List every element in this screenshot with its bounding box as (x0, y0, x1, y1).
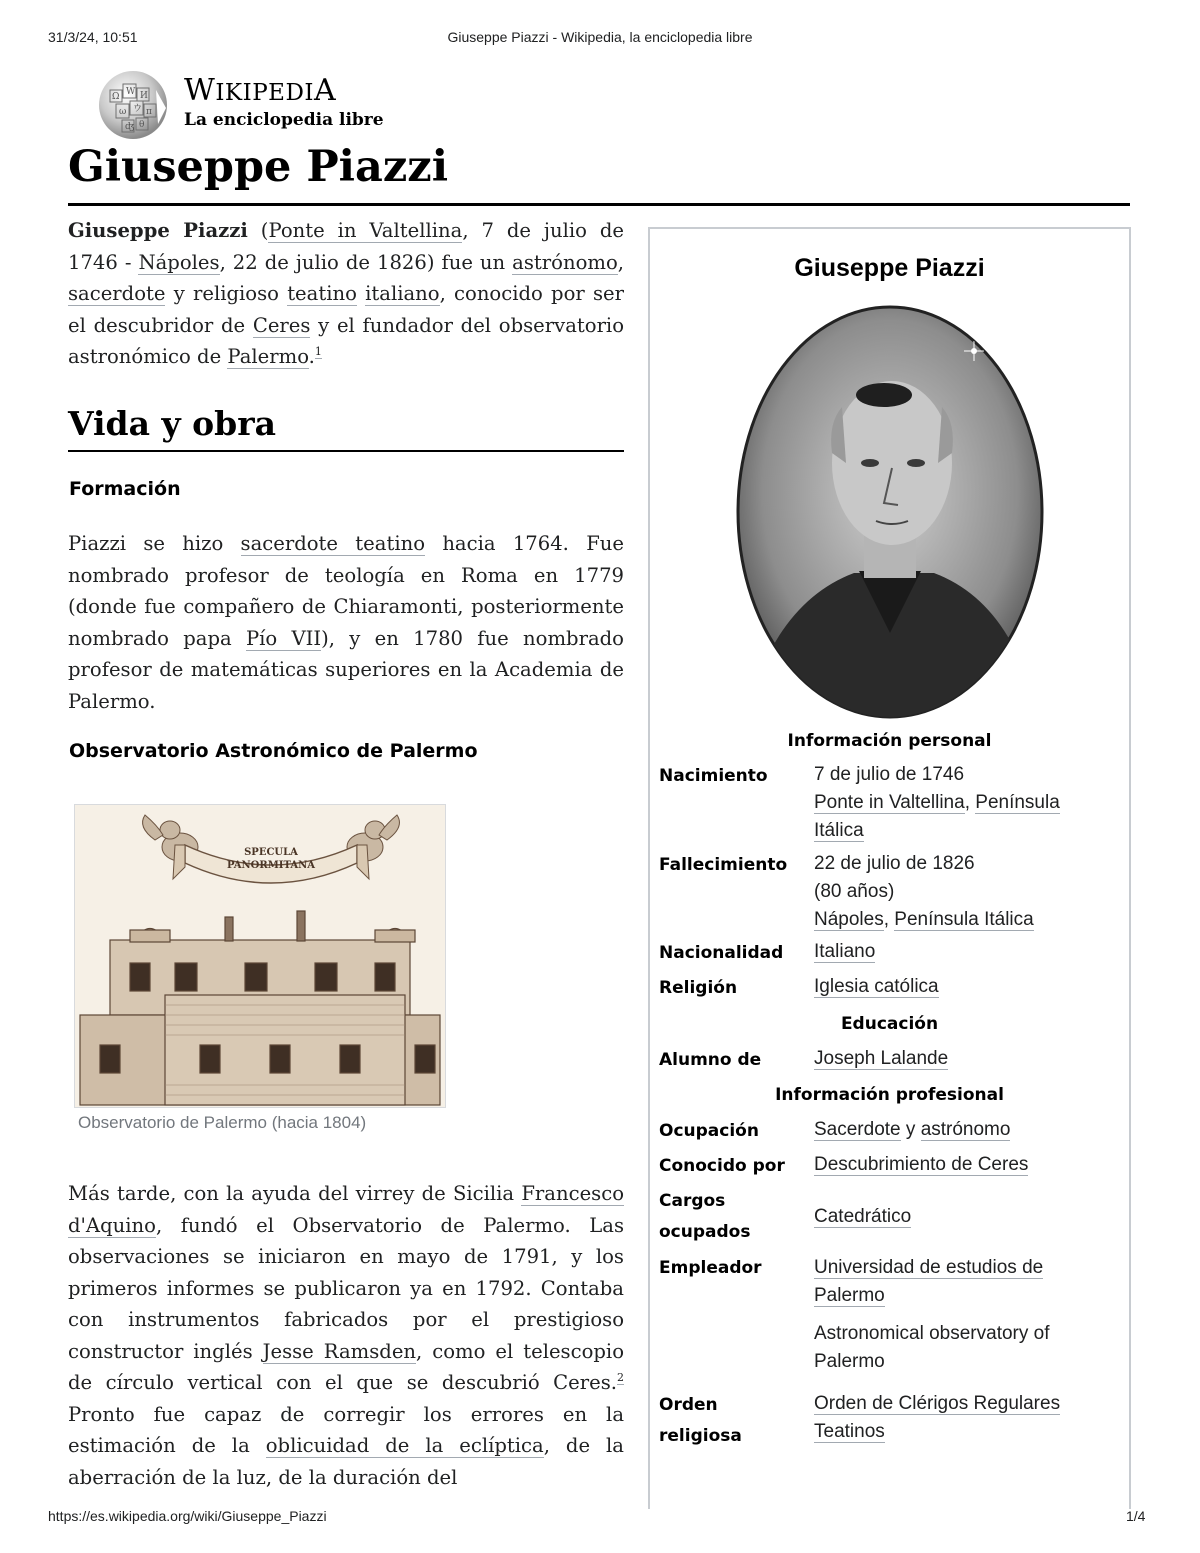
observatory-engraving (75, 805, 445, 1107)
subheading-observatorio: Observatorio Astronómico de Palermo (69, 740, 478, 762)
link-palermo[interactable]: Palermo (227, 345, 309, 368)
link-sacerdote[interactable]: sacerdote (68, 282, 166, 305)
formacion-section (68, 528, 624, 717)
wikipedia-wordmark[interactable]: WIKIPEDIA (184, 73, 337, 108)
link-teatino[interactable]: teatino (287, 282, 357, 305)
figure-caption: Observatorio de Palermo (hacia 1804) (78, 1113, 367, 1132)
subheading-formacion: Formación (69, 478, 181, 500)
link-death-region[interactable]: Península Itálica (894, 909, 1034, 930)
label-nacionalidad: Nacionalidad (659, 943, 784, 963)
label-religion: Religión (659, 978, 738, 998)
svg-text:θ: θ (139, 120, 145, 130)
wikipedia-globe-logo[interactable] (96, 68, 170, 142)
formacion-paragraph: Piazzi se hizo sacerdote teatino hacia 1764. Fue nombrado profesor de teología en Roma en 1779 (donde fue compañero de Chiaramonti, posteriormente nombrado papa Pío VII), y en 1780 fue nombrado profesor de matemáticas superiores en la Academia de Palermo. (68, 532, 625, 713)
value-empleador (814, 1254, 1104, 1310)
link-astronomo[interactable]: astrónomo (512, 250, 618, 274)
link-italiano[interactable]: italiano (365, 282, 440, 305)
page-title: Giuseppe Piazzi (68, 142, 449, 192)
observatorio-paragraph: Más tarde, con la ayuda del virrey de Sicilia Francesco d'Aquino, fundó el Observatorio de Palermo. Las observaciones se iniciaron en mayo de 1791, y los primeros informes se publicaron ya en 1792. Contaba con instrumentos fabricados por el prestigioso constructor inglés Jesse Ramsden, como el telescopio de círculo vertical con el que se descubrió Ceres.$^2$ Pronto fue capaz de corregir los errores en la estimación de la oblicuidad de la eclíptica, de la aberración de la luz, de la duración del (68, 1182, 624, 1489)
observatorio-section (68, 1178, 624, 1493)
banner-text-1: SPECULA (244, 847, 298, 858)
svg-text:ʤ: ʤ (125, 122, 135, 132)
section-divider (68, 450, 624, 452)
link-ceres[interactable]: Ceres (252, 313, 311, 337)
label-ocupacion: Ocupación (659, 1121, 759, 1141)
link-astronomo-occupation[interactable]: astrónomo (920, 1119, 1011, 1140)
link-orden-clerigos[interactable]: Orden de Clérigos Regulares (814, 1393, 1061, 1414)
subject-name: Giuseppe Piazzi (68, 219, 248, 242)
infobox-title: Giuseppe Piazzi (794, 254, 985, 282)
intro-section (68, 215, 624, 373)
birth-date: 7 de julio de 1746 (814, 764, 965, 785)
wikipedia-tagline: La enciclopedia libre (184, 110, 384, 130)
svg-text:Ω: Ω (112, 92, 120, 102)
print-datetime: 31/3/24, 10:51 (48, 29, 138, 45)
label-conocido-por: Conocido por (659, 1156, 785, 1176)
label-empleador: Empleador (659, 1258, 762, 1278)
value-orden-religiosa (814, 1390, 1104, 1446)
label-alumno-de: Alumno de (659, 1050, 762, 1070)
value-empleador-2: Astronomical observatory of Palermo (814, 1323, 1050, 1372)
observatory-image[interactable] (74, 804, 446, 1108)
known-for-text: Descubrimiento de (814, 1154, 978, 1175)
reference-2[interactable]: 2 (617, 1371, 624, 1385)
link-sacerdote-occupation[interactable]: Sacerdote (814, 1119, 901, 1140)
svg-text:И: И (140, 91, 148, 101)
link-universidad-palermo-2[interactable]: Palermo (814, 1285, 885, 1306)
link-napoles[interactable]: Nápoles (138, 250, 220, 274)
link-death-place[interactable]: Nápoles (814, 909, 884, 930)
banner-text-2: PANORMITANA (226, 860, 316, 871)
link-universidad-palermo[interactable]: Universidad de estudios de (814, 1257, 1044, 1278)
link-catedratico[interactable]: Catedrático (814, 1206, 912, 1227)
label-fallecimiento: Fallecimiento (659, 855, 788, 875)
link-sacerdote-teatino[interactable]: sacerdote teatino (240, 532, 426, 555)
death-date: 22 de julio de 1826 (814, 853, 975, 874)
print-page-title: Giuseppe Piazzi - Wikipedia, la enciclopedia libre (447, 29, 753, 45)
portrait-image[interactable] (734, 303, 1046, 721)
svg-text:W: W (126, 87, 136, 97)
death-age: (80 años) (814, 881, 895, 902)
link-birth-region[interactable]: Península Itálica (814, 792, 1060, 841)
link-ponte-in-valtellina[interactable]: Ponte in Valtellina (268, 219, 463, 242)
link-oblicuidad-ecliptica[interactable]: oblicuidad de la eclíptica (265, 1434, 544, 1457)
svg-text:ω: ω (119, 107, 127, 117)
print-page-number: 1/4 (1126, 1508, 1146, 1524)
link-pio-vii[interactable]: Pío VII (245, 626, 322, 650)
link-nacionalidad[interactable]: Italiano (814, 941, 876, 962)
intro-paragraph: Giuseppe Piazzi (Ponte in Valtellina, 7 de julio de 1746 - Nápoles, 22 de julio de 1826) fue un astrónomo, sacerdote y religioso teatino italiano, conocido por ser el descubridor de Ceres y el fundador del observatorio astronómico de Palermo.$^1$ (68, 219, 624, 368)
link-jesse-ramsden[interactable]: Jesse Ramsden (262, 1339, 417, 1363)
value-fallecimiento: 22 de julio de 1826 (80 años) Nápoles, Península Itálica (814, 850, 1104, 934)
title-divider (68, 203, 1130, 206)
value-nacimiento: 7 de julio de 1746 Ponte in Valtellina, Península Itálica (814, 761, 1104, 845)
label-orden-religiosa: Orden religiosa (659, 1395, 742, 1446)
link-religion[interactable]: Iglesia católica (814, 976, 939, 997)
link-birth-place[interactable]: Ponte in Valtellina (814, 792, 965, 813)
infobox-section-personal: Información personal (787, 731, 992, 751)
svg-text:π: π (146, 107, 152, 117)
reference-1[interactable]: 1 (314, 345, 322, 359)
link-teatinos[interactable]: Teatinos (814, 1421, 885, 1442)
link-francesco-daquino[interactable]: Francesco d'Aquino (68, 1182, 624, 1237)
print-url: https://es.wikipedia.org/wiki/Giuseppe_Piazzi (48, 1508, 327, 1524)
link-ceres-known-for[interactable]: Ceres (977, 1154, 1029, 1175)
label-cargos: Cargos ocupados (659, 1191, 751, 1242)
label-nacimiento: Nacimiento (659, 766, 768, 786)
section-heading-vida-y-obra: Vida y obra (68, 404, 277, 443)
infobox-section-educacion: Educación (840, 1014, 939, 1034)
link-alumno-de[interactable]: Joseph Lalande (814, 1048, 949, 1069)
svg-text:ウ: ウ (133, 104, 143, 114)
infobox-section-profesional: Información profesional (775, 1085, 1004, 1105)
